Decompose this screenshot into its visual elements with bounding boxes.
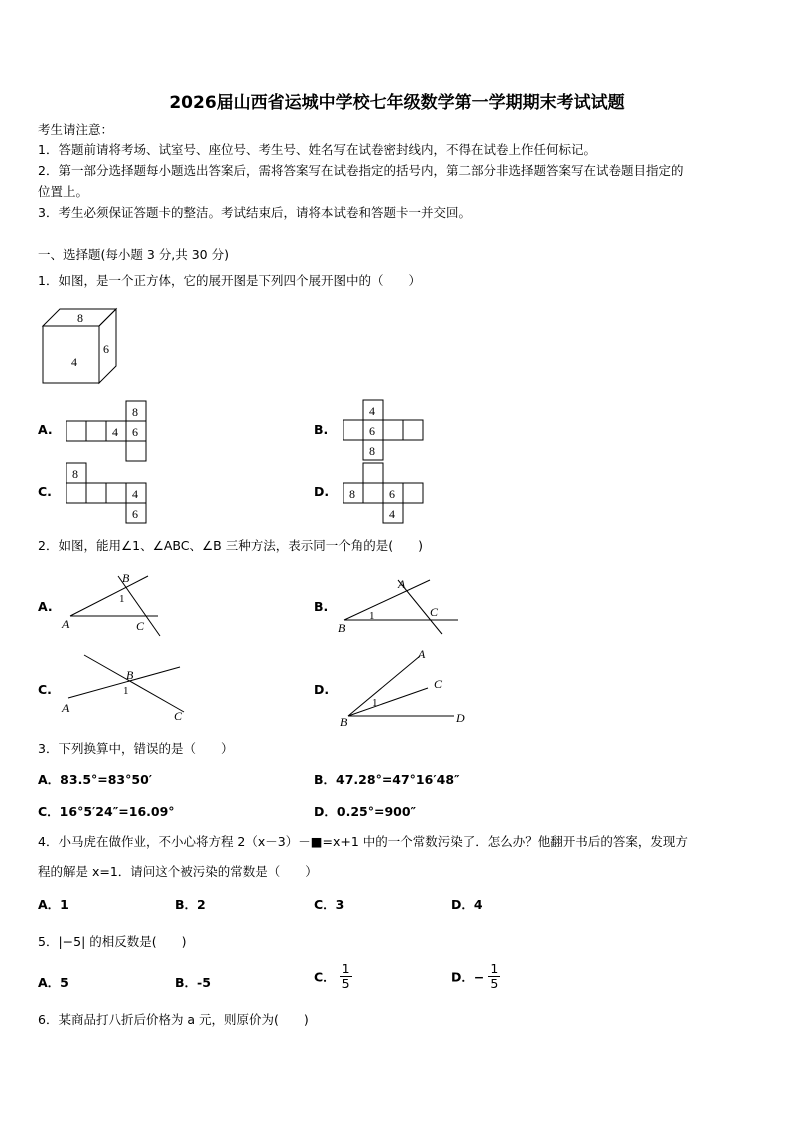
fraction-denominator: 5 <box>490 976 499 991</box>
q2-option-d-label[interactable]: D. <box>314 682 330 697</box>
q1-cube-figure <box>40 305 120 387</box>
net-d-cell-bottom: 4 <box>389 507 395 521</box>
label-c: C <box>434 677 443 691</box>
q4-option-a[interactable]: A．1 <box>38 897 69 912</box>
q5-option-a[interactable]: A．5 <box>38 975 69 990</box>
fraction-numerator: 1 <box>341 961 350 976</box>
net-c-cell-right: 4 <box>132 487 138 501</box>
label-b: B <box>340 715 348 729</box>
net-a-cell-right: 6 <box>132 425 138 439</box>
label-c: C <box>136 619 145 633</box>
label-a: A <box>418 647 426 661</box>
q2-figure-a <box>60 568 170 640</box>
q4-stem-line2: 程的解是 x=1．请问这个被污染的常数是（ ） <box>38 864 318 879</box>
net-a-cell-top: 8 <box>132 405 138 419</box>
q3-option-b[interactable]: B．47.28°=47°16′48″ <box>314 772 460 787</box>
q4-stem-line1: 4．小马虎在做作业，不小心将方程 2（x－3）－■=x+1 中的一个常数污染了．怎么办？他翻开书后的答案，发现方 <box>38 834 688 849</box>
cube-right-number: 6 <box>103 342 109 356</box>
fraction-denominator: 5 <box>341 976 350 991</box>
q3-option-a[interactable]: A．83.5°=83°50′ <box>38 772 153 787</box>
net-b-cell-mid: 6 <box>369 424 375 438</box>
label-b: B <box>126 668 134 682</box>
q2-option-b-label[interactable]: B. <box>314 599 329 614</box>
q5-option-d[interactable] <box>451 962 500 991</box>
q5-option-d-fraction <box>488 962 500 991</box>
q1-net-b <box>343 399 427 461</box>
net-d-cell-left: 8 <box>349 487 355 501</box>
q5-option-c-label: C． <box>314 969 336 985</box>
net-d-cell-mid: 6 <box>389 487 395 501</box>
q2-figure-c <box>60 652 190 724</box>
net-b-cell-top: 4 <box>369 404 375 418</box>
q6-stem: 6．某商品打八折后价格为 a 元，则原价为( ) <box>38 1012 309 1027</box>
q2-option-a-label[interactable]: A. <box>38 599 53 614</box>
notice-item-3: 3．考生必须保证答题卡的整洁。考试结束后，请将本试卷和答题卡一并交回。 <box>38 205 471 220</box>
q1-net-d <box>343 462 427 524</box>
net-c-cell-top: 8 <box>72 467 78 481</box>
net-c-cell-bottom: 6 <box>132 507 138 521</box>
net-a-cell-mid: 4 <box>112 425 118 439</box>
label-b: B <box>122 571 130 585</box>
q1-net-a <box>66 400 150 462</box>
section-heading: 一、选择题(每小题 3 分,共 30 分) <box>38 247 229 262</box>
q3-option-c[interactable]: C．16°5′24″=16.09° <box>38 804 175 819</box>
notice-item-2: 2．第一部分选择题每小题选出答案后，需将答案写在试卷指定的括号内，第二部分非选择题答案写在试卷题目指定的 <box>38 163 684 178</box>
q4-option-d[interactable]: D．4 <box>451 897 483 912</box>
q1-stem: 1．如图，是一个正方体，它的展开图是下列四个展开图中的（ ） <box>38 273 421 288</box>
notice-heading: 考生请注意： <box>38 122 114 137</box>
angle-label-1: 1 <box>123 685 129 697</box>
label-a: A <box>398 577 406 591</box>
q5-option-b[interactable]: B．-5 <box>175 975 211 990</box>
label-c: C <box>430 605 439 619</box>
label-c: C <box>174 709 183 723</box>
net-b-cell-bottom: 8 <box>369 444 375 458</box>
notice-item-1: 1．答题前请将考场、试室号、座位号、考生号、姓名写在试卷密封线内，不得在试卷上作任何标记。 <box>38 142 596 157</box>
q5-stem-suffix: 的相反数是( ) <box>85 934 187 949</box>
q3-stem: 3．下列换算中，错误的是（ ） <box>38 741 234 756</box>
q4-option-c[interactable]: C．3 <box>314 897 345 912</box>
q1-net-c <box>66 462 150 524</box>
q1-option-a-label[interactable]: A. <box>38 422 53 437</box>
q5-abs-value: |−5| <box>58 934 86 949</box>
page-title: 2026届山西省运城中学校七年级数学第一学期期末考试试题 <box>169 93 625 113</box>
q1-option-c-label[interactable]: C. <box>38 484 52 499</box>
angle-label-1: 1 <box>372 697 378 709</box>
q5-option-c[interactable] <box>314 962 352 991</box>
cube-top-number: 8 <box>77 311 83 325</box>
q5-option-d-label: D．− <box>451 969 485 985</box>
q2-figure-d <box>336 644 472 730</box>
q2-option-c-label[interactable]: C. <box>38 682 52 697</box>
q3-option-d[interactable]: D．0.25°=900″ <box>314 804 417 819</box>
q5-option-c-fraction <box>340 962 352 991</box>
angle-label-1: 1 <box>119 593 125 605</box>
q1-option-b-label[interactable]: B. <box>314 422 329 437</box>
label-a: A <box>62 617 70 631</box>
cube-front-number: 4 <box>71 355 77 369</box>
label-d: D <box>456 711 465 725</box>
notice-item-2-cont: 位置上。 <box>38 184 89 199</box>
q2-stem: 2．如图，能用∠1、∠ABC、∠B 三种方法，表示同一个角的是( ) <box>38 538 423 553</box>
q5-stem-prefix: 5． <box>38 934 59 949</box>
q5-stem <box>38 932 187 950</box>
q4-option-b[interactable]: B．2 <box>175 897 206 912</box>
angle-label-1: 1 <box>369 610 375 622</box>
label-a: A <box>62 701 70 715</box>
fraction-numerator: 1 <box>490 961 499 976</box>
label-b: B <box>338 621 346 635</box>
q1-option-d-label[interactable]: D. <box>314 484 330 499</box>
q2-figure-b <box>336 572 462 636</box>
